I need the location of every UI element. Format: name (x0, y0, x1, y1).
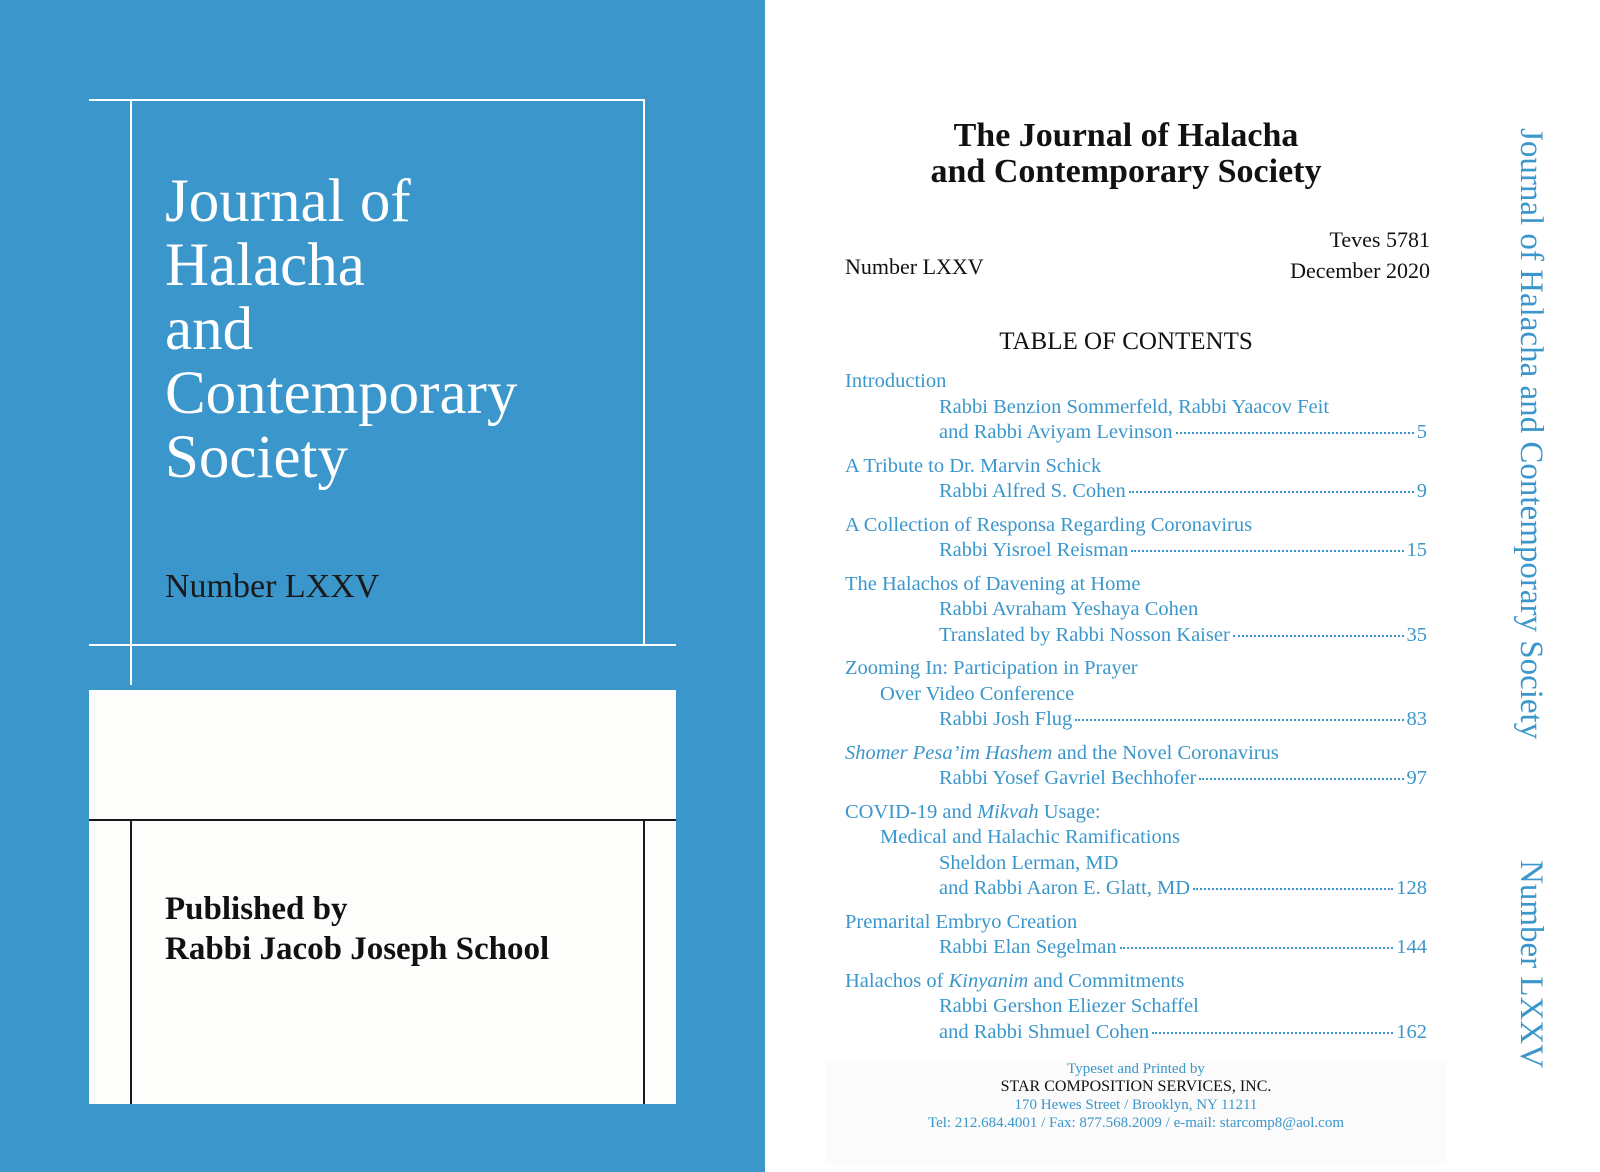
cover-title: Journal of Halacha and Contemporary Society (165, 168, 518, 491)
toc-heading: TABLE OF CONTENTS (999, 328, 1253, 355)
cover-frame-mid-line (89, 644, 676, 646)
entry-title: Halachos of Kinyanim and Commitments (845, 969, 1185, 992)
entry-author: Rabbi Gershon Eliezer Schaffel (939, 995, 1199, 1017)
entry-author: Sheldon Lerman, MD (939, 851, 1119, 874)
entry-title: COVID-19 and Mikvah Usage: (845, 800, 1101, 823)
panel-top-line (89, 819, 676, 821)
printer-label: Typeset and Printed by (1067, 1061, 1205, 1077)
dot-leader (1075, 719, 1403, 721)
printer-contact: Tel: 212.684.4001 / Fax: 877.568.2009 / e-mail: starcomp8@aol.com (927, 1115, 1345, 1131)
entry-author-line: Rabbi Josh Flug 83 (845, 707, 1427, 733)
entry-page-number: 9 (1416, 480, 1427, 502)
toc-entry (845, 741, 1427, 792)
spine-title: Journal of Halacha and Contemporary Society (1513, 128, 1549, 740)
toc-entry (845, 454, 1427, 505)
title-page (765, 0, 1487, 1172)
toc-entry (845, 969, 1427, 1046)
panel-left-line (130, 819, 132, 1104)
issue-number: Number LXXV (845, 254, 984, 279)
cover-frame-left-line (130, 99, 132, 685)
issue-date: Teves 5781 December 2020 (1290, 227, 1430, 283)
dot-leader (1131, 550, 1403, 552)
entry-page-number: 97 (1406, 767, 1427, 789)
entry-title: Introduction (845, 370, 947, 392)
toc-entry (845, 369, 1427, 446)
dot-leader (1129, 491, 1414, 493)
toc-entry (845, 800, 1427, 902)
entry-title: A Collection of Responsa Regarding Coronavirus (845, 513, 1253, 536)
entry-title: Premarital Embryo Creation (845, 910, 1078, 933)
printer-credit (825, 1060, 1447, 1165)
entry-author-line: and Rabbi Aviyam Levinson 5 (845, 420, 1427, 446)
toc-entry (845, 656, 1427, 733)
entry-page-number: 83 (1406, 708, 1427, 730)
spine-number: Number LXXV (1513, 860, 1549, 1069)
entry-page-number: 35 (1406, 623, 1427, 646)
entry-page-number: 128 (1396, 877, 1427, 899)
toc-entry (845, 910, 1427, 961)
dot-leader (1193, 888, 1393, 890)
entry-author-line: Translated by Rabbi Nosson Kaiser 35 (845, 623, 1427, 649)
entry-author-line: and Rabbi Aaron E. Glatt, MD 128 (845, 876, 1427, 902)
entry-author-line: Rabbi Elan Segelman 144 (845, 935, 1427, 961)
entry-title: Shomer Pesa’im Hashem and the Novel Coronavirus (845, 741, 1279, 764)
entry-title: The Halachos of Davening at Home (845, 572, 1141, 595)
printer-address: 170 Hewes Street / Brooklyn, NY 11211 (1014, 1097, 1258, 1113)
entry-author-line: and Rabbi Shmuel Cohen 162 (845, 1020, 1427, 1046)
entry-page-number: 15 (1406, 539, 1427, 561)
front-cover (0, 0, 765, 1172)
cover-issue-number: Number LXXV (165, 568, 380, 605)
toc-entry (845, 513, 1427, 564)
cover-frame-right-line (643, 99, 645, 645)
dot-leader (1120, 947, 1394, 949)
entry-title-cont: Medical and Halachic Ramifications (880, 826, 1180, 848)
entry-author-line: Rabbi Alfred S. Cohen 9 (845, 479, 1427, 505)
cover-frame-top-line (89, 99, 645, 101)
printer-name: STAR COMPOSITION SERVICES, INC. (1000, 1078, 1272, 1095)
book-spine (1487, 0, 1600, 1172)
entry-author: Rabbi Avraham Yeshaya Cohen (939, 598, 1199, 620)
dot-leader (1176, 432, 1414, 434)
entry-author: Rabbi Benzion Sommerfeld, Rabbi Yaacov Feit (939, 395, 1330, 418)
entry-page-number: 144 (1396, 936, 1427, 958)
toc-entry (845, 572, 1427, 649)
dot-leader (1233, 635, 1404, 637)
page-title: The Journal of Halacha and Contemporary Society (930, 117, 1322, 190)
panel-right-line (643, 819, 645, 1104)
entry-author-line: Rabbi Yisroel Reisman 15 (845, 538, 1427, 564)
cover-publisher: Published by Rabbi Jacob Joseph School (165, 891, 550, 967)
entry-author-line: Rabbi Yosef Gavriel Bechhofer 97 (845, 766, 1427, 792)
dot-leader (1199, 778, 1403, 780)
entry-page-number: 162 (1396, 1020, 1427, 1043)
entry-title-cont: Over Video Conference (880, 682, 1075, 705)
entry-title: A Tribute to Dr. Marvin Schick (845, 454, 1102, 477)
table-of-contents (845, 369, 1427, 1053)
entry-page-number: 5 (1416, 421, 1427, 443)
dot-leader (1152, 1032, 1393, 1034)
entry-title: Zooming In: Participation in Prayer (845, 657, 1138, 679)
